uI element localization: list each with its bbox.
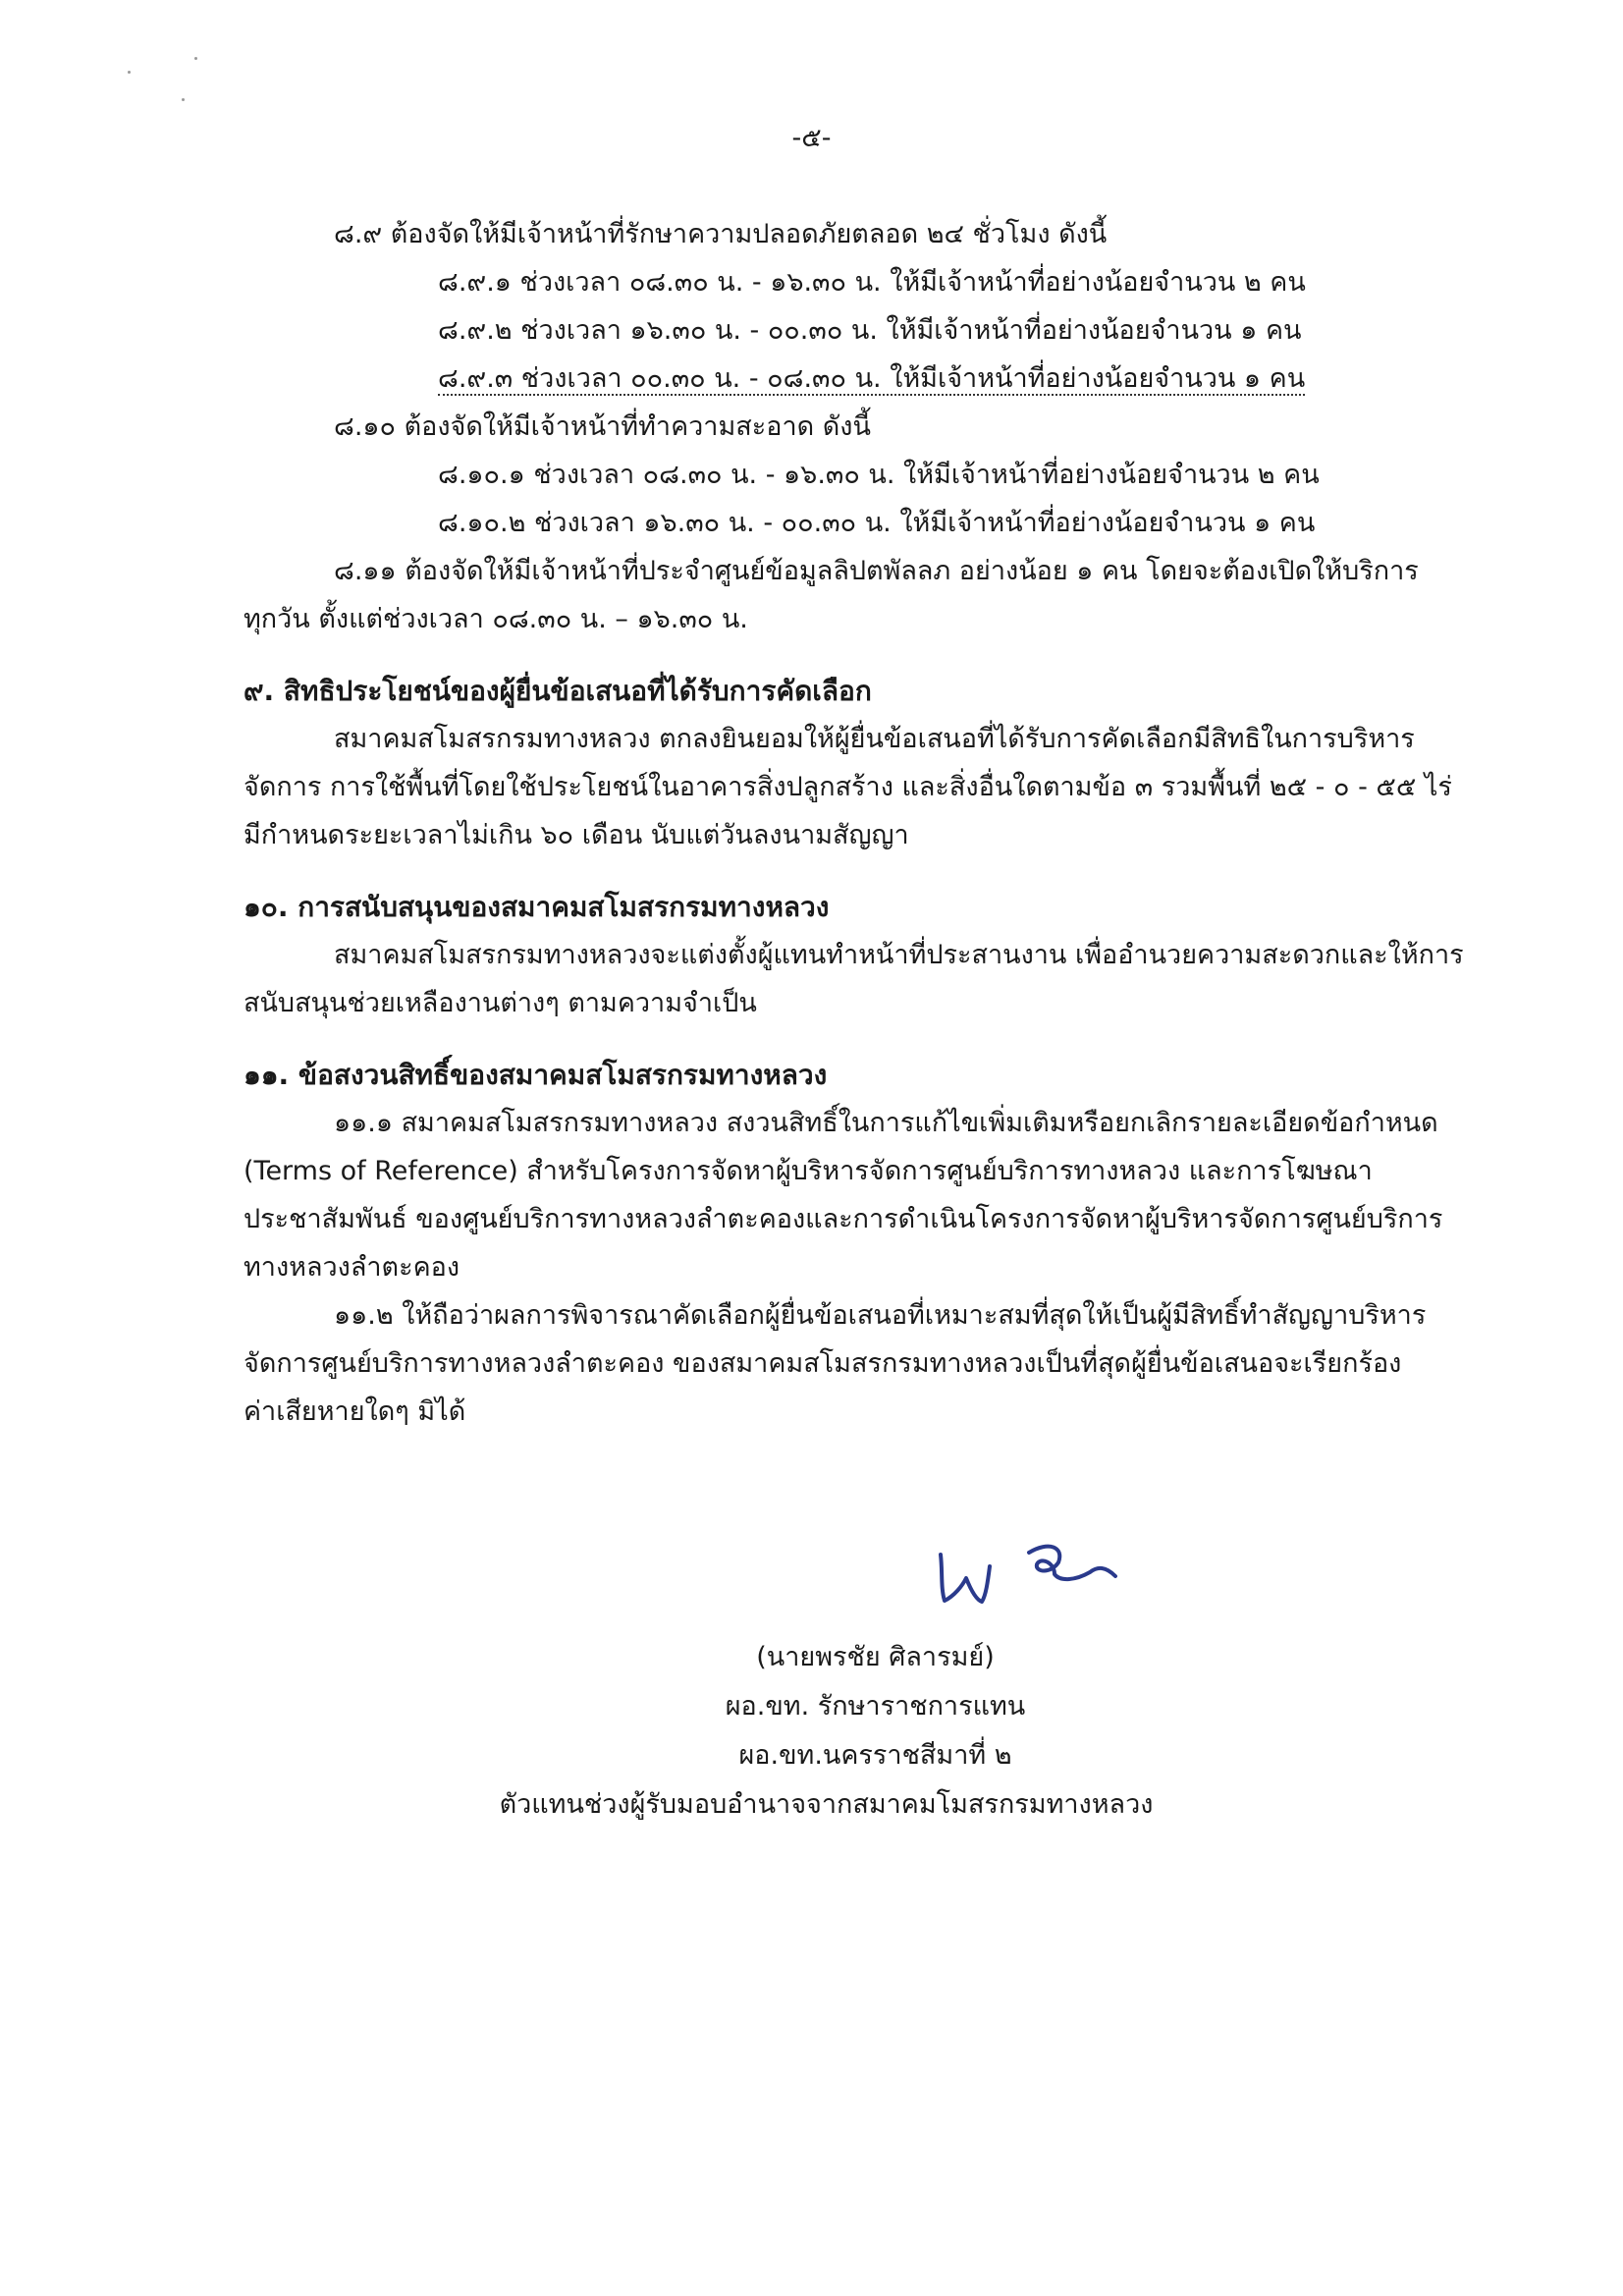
clause-8-9-heading: ๘.๙ ต้องจัดให้มีเจ้าหน้าที่รักษาความปลอดภัยตลอด ๒๔ ชั่วโมง ดังนี้ bbox=[334, 219, 1108, 249]
clause-8-10-heading: ๘.๑๐ ต้องจัดให้มีเจ้าหน้าที่ทำความสะอาด ดังนี้ bbox=[334, 411, 871, 442]
section-11-1-line4: ทางหลวงลำตะคอง bbox=[243, 1252, 460, 1283]
clause-8-9-1: ๘.๙.๑ ช่วงเวลา ๐๘.๓๐ น. - ๑๖.๓๐ น. ให้มีเจ้าหน้าที่อย่างน้อยจำนวน ๒ คน bbox=[438, 267, 1306, 298]
clause-8-9-3 bbox=[243, 355, 1473, 403]
scan-speck bbox=[194, 57, 197, 60]
clause-8-11-line1: ๘.๑๑ ต้องจัดให้มีเจ้าหน้าที่ประจำศูนย์ข้อมูลลิปตพัลลภ อย่างน้อย ๑ คน โดยจะต้องเปิดให้บริการ bbox=[334, 556, 1419, 586]
section-11-1-line2: (Terms of Reference) สำหรับโครงการจัดหาผู้บริหารจัดการศูนย์บริการทางหลวง และการโฆษณา bbox=[243, 1156, 1373, 1186]
signatory-title-1: ผอ.ขท. รักษาราชการแทน bbox=[725, 1691, 1026, 1722]
page-number: -๕- bbox=[791, 123, 832, 153]
clause-8-10-1: ๘.๑๐.๑ ช่วงเวลา ๐๘.๓๐ น. - ๑๖.๓๐ น. ให้มีเจ้าหน้าที่อย่างน้อยจำนวน ๒ คน bbox=[438, 460, 1320, 490]
section-10-heading: ๑๐. การสนับสนุนของสมาคมสโมสรกรมทางหลวง bbox=[243, 891, 830, 923]
signatory-name: (นายพรชัย ศิลารมย์) bbox=[756, 1642, 995, 1672]
section-9-line2: จัดการ การใช้พื้นที่โดยใช้ประโยชน์ในอาคารสิ่งปลูกสร้าง และสิ่งอื่นใดตามข้อ ๓ รวมพื้นที่ ๒๕ - ๐ - ๕๕ ไร่ bbox=[243, 772, 1452, 802]
section-10-line2: สนับสนุนช่วยเหลืองานต่างๆ ตามความจำเป็น bbox=[243, 988, 757, 1018]
section-9-line1: สมาคมสโมสรกรมทางหลวง ตกลงยินยอมให้ผู้ยื่นข้อเสนอที่ได้รับการคัดเลือกมีสิทธิในการบริหาร bbox=[334, 724, 1415, 754]
section-11-1-line3: ประชาสัมพันธ์ ของศูนย์บริการทางหลวงลำตะคองและการดำเนินโครงการจัดหาผู้บริหารจัดการศูนย์บริการ bbox=[243, 1204, 1443, 1234]
section-9-heading: ๙. สิทธิประโยชน์ของผู้ยื่นข้อเสนอที่ได้รับการคัดเลือก bbox=[243, 675, 872, 707]
clause-8-9-2: ๘.๙.๒ ช่วงเวลา ๑๖.๓๐ น. - ๐๐.๓๐ น. ให้มีเจ้าหน้าที่อย่างน้อยจำนวน ๑ คน bbox=[438, 315, 1302, 346]
section-11-heading: ๑๑. ข้อสงวนสิทธิ์ของสมาคมสโมสรกรมทางหลวง bbox=[243, 1059, 828, 1091]
section-11-2-line2: จัดการศูนย์บริการทางหลวงลำตะคอง ของสมาคมสโมสรกรมทางหลวงเป็นที่สุดผู้ยื่นข้อเสนอจะเรียกร้อง bbox=[243, 1348, 1402, 1379]
section-11-2-line3: ค่าเสียหายใดๆ มิได้ bbox=[243, 1396, 466, 1427]
scan-speck bbox=[128, 71, 131, 74]
clause-8-10-2: ๘.๑๐.๒ ช่วงเวลา ๑๖.๓๐ น. - ๐๐.๓๐ น. ให้มีเจ้าหน้าที่อย่างน้อยจำนวน ๑ คน bbox=[438, 508, 1316, 538]
section-11-2-line1: ๑๑.๒ ให้ถือว่าผลการพิจารณาคัดเลือกผู้ยื่นข้อเสนอที่เหมาะสมที่สุดให้เป็นผู้มีสิทธิ์ทำสัญญาบริหาร bbox=[334, 1300, 1427, 1331]
signatory-title-2: ผอ.ขท.นครราชสีมาที่ ๒ bbox=[738, 1740, 1012, 1771]
section-11-1-line1: ๑๑.๑ สมาคมสโมสรกรมทางหลวง สงวนสิทธิ์ในการแก้ไขเพิ่มเติมหรือยกเลิกรายละเอียดข้อกำหนด bbox=[334, 1108, 1438, 1138]
signature-text bbox=[0, 1633, 1623, 1830]
section-10-line1: สมาคมสโมสรกรมทางหลวงจะแต่งตั้งผู้แทนทำหน้าที่ประสานงาน เพื่ออำนวยความสะดวกและให้การ bbox=[334, 940, 1464, 970]
scan-speck bbox=[182, 98, 185, 101]
signatory-title-3: ตัวแทนช่วงผู้รับมอบอำนาจจากสมาคมโมสรกรมทางหลวง bbox=[499, 1789, 1154, 1820]
document-body bbox=[243, 210, 1473, 1436]
clause-8-9-3-text: ๘.๙.๓ ช่วงเวลา ๐๐.๓๐ น. - ๐๘.๓๐ น. ให้มีเจ้าหน้าที่อย่างน้อยจำนวน ๑ คน bbox=[438, 363, 1306, 394]
clause-8-11-line2: ทุกวัน ตั้งแต่ช่วงเวลา ๐๘.๓๐ น. – ๑๖.๓๐ น. bbox=[243, 604, 748, 634]
section-9-line3: มีกำหนดระยะเวลาไม่เกิน ๖๐ เดือน นับแต่วันลงนามสัญญา bbox=[243, 820, 909, 850]
handwritten-signature bbox=[933, 1527, 1139, 1615]
